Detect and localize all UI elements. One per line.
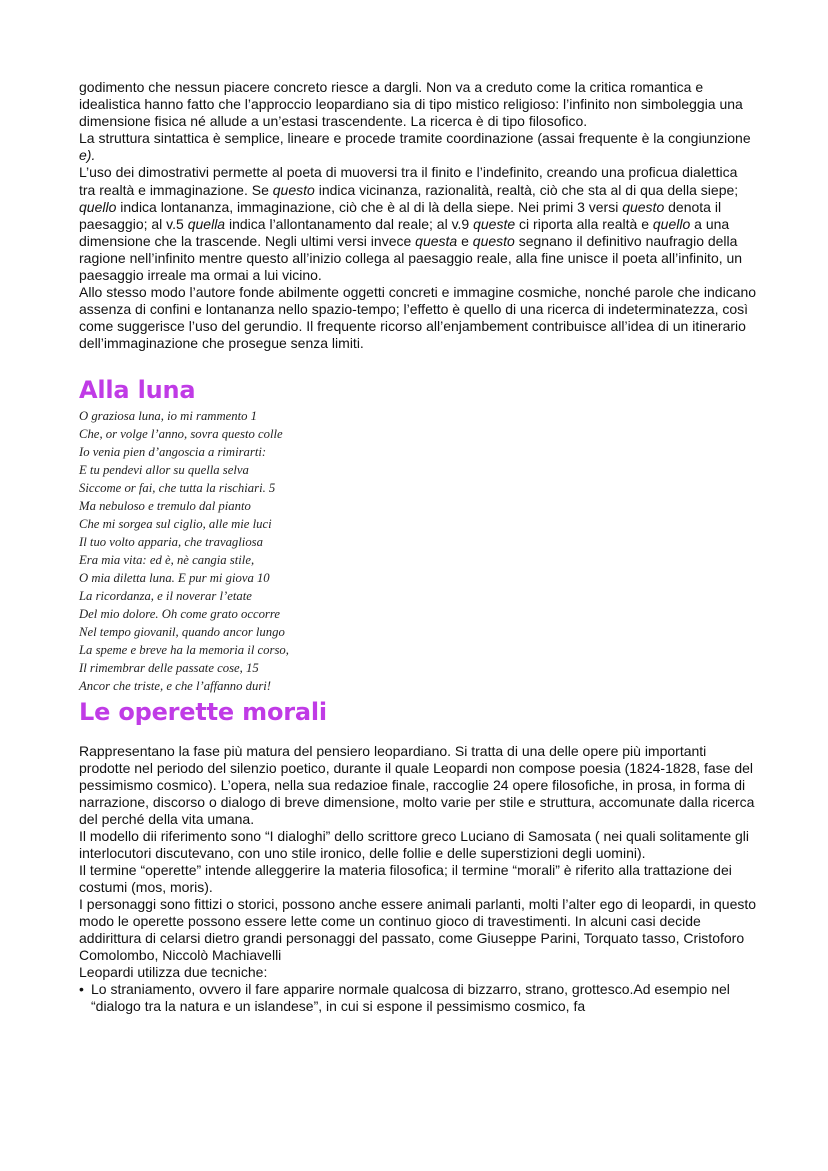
text-run: Allo stesso modo l’autore fonde abilmente oggetti concreti e immagine cosmiche, nonché parole che indicano assenza di confini e lontananza nello spazio-tempo; l’effetto è quello di una ricerca di indeterminatezza, così come suggerisce l’uso del gerundio. Il frequente ricorso all’enjambement contribuisce all’idea di un itinerario dell’immaginazione che prosegue senza limiti.	[79, 284, 757, 352]
italic-term: e).	[79, 147, 96, 164]
text-run: indica lontananza, immaginazione, ciò che è al di là della siepe. Nei primi 3 versi	[116, 198, 623, 215]
section-infinito-analysis	[79, 79, 757, 353]
italic-term: questo	[622, 198, 665, 215]
paragraph: Il termine “operette” intende alleggerire la materia filosofica; il termine “morali” è riferito alla trattazione dei costumi (mos, moris).	[79, 861, 732, 895]
poem-line: E tu pendevi allor su quella selva	[79, 462, 249, 477]
paragraph: Rappresentano la fase più matura del pensiero leopardiano. Si tratta di una delle opere più importanti prodotte nel periodo del silenzio poetico, durante il quale Leopardi non compose poesia (1824-1828, fase del pessimismo cosmico). L’opera, nella sua redazioe finale, raccoglie 24 opere filosofiche, in prosa, in forma di narrazione, discorso o dialogo di breve dimensione, molto varie per stile e struttura, accomunate dalla ricerca del perché della vita umana.	[79, 742, 755, 827]
paragraph-rich	[79, 284, 757, 352]
italic-term: questa	[415, 232, 458, 249]
paragraph-rich	[79, 164, 757, 284]
poem-line: Il tuo volto apparia, che travagliosa	[79, 534, 263, 549]
text-run: ci riporta alla realtà e	[515, 215, 653, 232]
poem-line: Il rimembrar delle passate cose, 15	[79, 660, 259, 675]
italic-term: quella	[187, 215, 226, 232]
poem-line: Che, or volge l’anno, sovra questo colle	[79, 426, 283, 441]
italic-term: quello	[79, 198, 117, 215]
paragraph-rich	[79, 79, 757, 130]
poem-line: Era mia vita: ed è, nè cangia stile,	[79, 552, 255, 567]
text-run: L’uso dei dimostrativi permette al poeta di muoversi tra il finito e l’indefinito, creando una proficua dialettica tra realtà e immaginazione. Se	[79, 164, 738, 198]
section-title-operette: Le operette morali	[79, 697, 327, 726]
poem-line: Ma nebuloso e tremulo dal pianto	[79, 498, 251, 513]
poem-line: La ricordanza, e il noverar l’etate	[79, 588, 252, 603]
list-item-text: Lo straniamento, ovvero il fare apparire normale qualcosa di bizzarro, strano, grottesco.Ad esempio nel “dialogo tra la natura e un islandese”, in cui si espone il pessimismo cosmico, fa	[91, 980, 730, 1014]
poem-line: Siccome or fai, che tutta la rischiari. 5	[79, 480, 276, 495]
poem-line: Nel tempo giovanil, quando ancor lungo	[79, 624, 285, 639]
italic-term: questo	[472, 232, 515, 249]
text-run: segnano il definitivo naufragio della ragione nell’infinito mentre questo all’inizio collega al paesaggio reale, alla fine unisce il poeta all’infinito, un paesaggio irreale ma ormai a lui vicino.	[79, 232, 743, 284]
poem-title: Alla luna	[79, 375, 196, 404]
text-run: indica vicinanza, razionalità, realtà, ciò che sta al di qua della siepe;	[314, 181, 739, 198]
poem-line: Del mio dolore. Oh come grato occorre	[79, 606, 280, 621]
text-run: indica l’allontanamento dal reale; al v.9	[225, 215, 474, 232]
poem-line: Io venia pien d’angoscia a rimirarti:	[79, 444, 267, 459]
italic-term: questo	[272, 181, 315, 198]
poem-line: O mia diletta luna. E pur mi giova 10	[79, 570, 270, 585]
text-run: La struttura sintattica è semplice, lineare e procede tramite coordinazione (assai frequente è la congiunzione	[79, 130, 751, 147]
list-item	[79, 981, 757, 1015]
text-run: denota il paesaggio; al v.5	[79, 198, 722, 232]
italic-term: quello	[652, 215, 691, 232]
text-run: godimento che nessun piacere concreto riesce a dargli. Non va a creduto come la critica romantica e idealistica hanno fatto che l’approccio leopardiano sia di tipo mistico religioso: l’infinito non simboleggia una dimensione fisica né allude a un’estasi trascendente. La ricerca è di tipo filosofico.	[79, 79, 743, 130]
bullet-icon: •	[79, 980, 84, 997]
poem-line: Ancor che triste, e che l’affanno duri!	[79, 678, 272, 693]
poem-line: O graziosa luna, io mi rammento 1	[79, 408, 257, 423]
text-run: e	[457, 232, 473, 249]
document-page	[79, 79, 757, 1015]
poem-verses	[79, 407, 757, 695]
paragraph-rich	[79, 130, 757, 164]
paragraph: Leopardi utilizza due tecniche:	[79, 963, 268, 980]
poem-line: La speme e breve ha la memoria il corso,	[79, 642, 289, 657]
italic-term: queste	[473, 215, 516, 232]
poem-line: Che mi sorgea sul ciglio, alle mie luci	[79, 516, 272, 531]
technique-list	[79, 981, 757, 1015]
text-run: a una dimensione che la trascende. Negli ultimi versi invece	[79, 215, 730, 249]
section-operette-body	[79, 743, 757, 1015]
paragraph: I personaggi sono fittizi o storici, possono anche essere animali parlanti, molti l’alter ego di leopardi, in questo modo le operette possono essere lette come un continuo gioco di travestimenti. In alcuni casi decide addirittura di celarsi dietro grandi personaggi del passato, come Giuseppe Parini, Torquato tasso, Cristoforo Comolombo, Niccolò Machiavelli	[79, 895, 757, 963]
paragraph: Il modello dii riferimento sono “I dialoghi” dello scrittore greco Luciano di Samosata ( nei quali solitamente gli interlocutori discutevano, con uno stile ironico, delle follie e delle superstizioni degli uomini).	[79, 827, 750, 861]
